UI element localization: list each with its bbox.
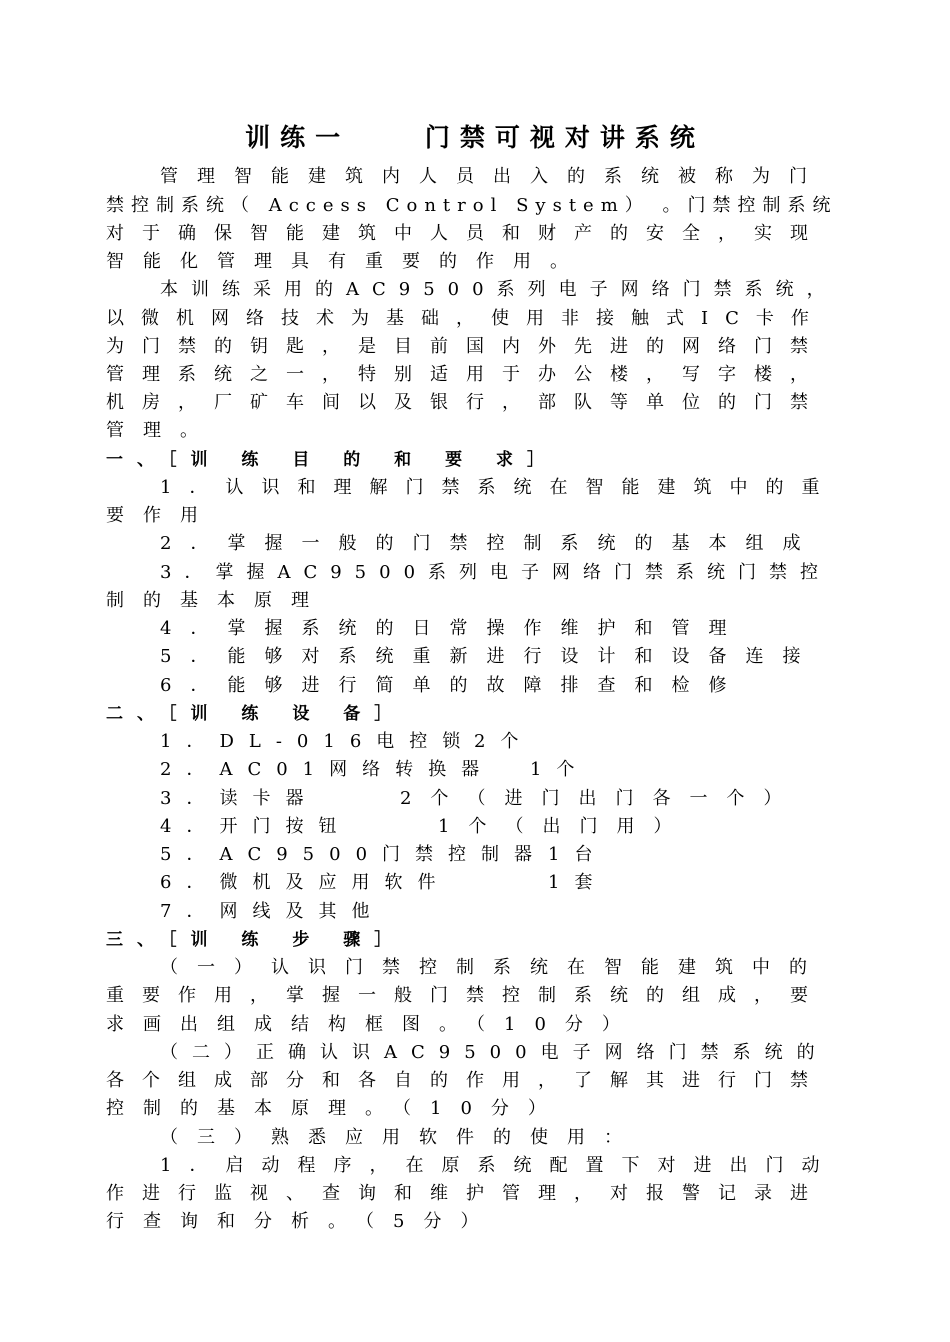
intro-line: 智能化管理具有重要的作用。: [106, 251, 587, 272]
equipment-qty: 1套: [548, 872, 608, 893]
equipment-name: 1．DL-016电控锁: [160, 731, 476, 752]
intro-line: 禁控制系统（ Access Control System） 。门禁控制系统: [106, 195, 838, 216]
equipment-qty: 1个: [530, 759, 590, 780]
page-title: 训练一 门禁可视对讲系统: [245, 123, 705, 152]
list-item: 1．认识和理解门禁系统在智能建筑中的重: [160, 477, 838, 498]
equipment-name: 6．微机及应用软件: [160, 872, 451, 893]
equipment-qty: 1个（出门用）: [438, 816, 691, 837]
step-line: 求画出组成结构框图。（10分）: [106, 1014, 639, 1035]
list-item: 4．掌握系统的日常操作维护和管理: [160, 618, 746, 639]
intro-line: 对于确保智能建筑中人员和财产的安全，实现: [106, 223, 826, 244]
equipment-name: 2．AC01网络转换器: [160, 759, 495, 780]
section-heading: 三、［训 练 步 骤］: [106, 930, 406, 950]
step-line: 行查询和分析。（5分）: [106, 1211, 498, 1232]
section-heading: 一、［训 练 目 的 和 要 求］: [106, 450, 559, 470]
step-line: 1．启动程序，在原系统配置下对进出门动: [160, 1155, 838, 1176]
list-item: 制的基本原理: [106, 590, 328, 611]
step-line: （一）认识门禁控制系统在智能建筑中的: [160, 957, 826, 978]
equipment-name: 3．读卡器: [160, 788, 319, 809]
intro-line: 管理智能建筑内人员出入的系统被称为门: [160, 166, 826, 187]
intro-line: 以微机网络技术为基础，使用非接触式IC卡作: [106, 308, 826, 329]
list-item: 要作用: [106, 505, 217, 526]
step-line: 作进行监视、查询和维护管理，对报警记录进: [106, 1183, 826, 1204]
intro-line: 管理。: [106, 420, 217, 441]
step-line: 各个组成部分和各自的作用，了解其进行门禁: [106, 1070, 826, 1091]
intro-line: 管理系统之一，特别适用于办公楼，写字楼，: [106, 364, 826, 385]
list-item: 5．能够对系统重新进行设计和设备连接: [160, 646, 820, 667]
list-item: 2．掌握一般的门禁控制系统的基本组成: [160, 533, 820, 554]
equipment-qty: 2个: [474, 731, 534, 752]
intro-line: 为门禁的钥匙，是目前国内外先进的网络门禁: [106, 336, 826, 357]
step-line: 重要作用，掌握一般门禁控制系统的组成，要: [106, 985, 826, 1006]
section-heading: 二、［训 练 设 备］: [106, 704, 406, 724]
step-line: （二）正确认识AC9500电子网络门禁系统的: [160, 1042, 829, 1063]
equipment-qty: 2个（进门出门各一个）: [400, 788, 801, 809]
list-item: 6．能够进行简单的故障排查和检修: [160, 675, 746, 696]
step-line: 控制的基本原理。（10分）: [106, 1098, 565, 1119]
step-line: （三）熟悉应用软件的使用：: [160, 1127, 641, 1148]
equipment-name: 4．开门按钮: [160, 816, 352, 837]
equipment-qty: 1台: [548, 844, 608, 865]
equipment-name: 7．网线及其他: [160, 901, 385, 922]
equipment-name: 5．AC9500门禁控制器: [160, 844, 548, 865]
intro-line: 机房，厂矿车间以及银行，部队等单位的门禁: [106, 392, 826, 413]
list-item: 3．掌握AC9500系列电子网络门禁系统门禁控: [160, 562, 832, 583]
intro-line: 本训练采用的AC9500系列电子网络门禁系统，: [160, 279, 838, 300]
